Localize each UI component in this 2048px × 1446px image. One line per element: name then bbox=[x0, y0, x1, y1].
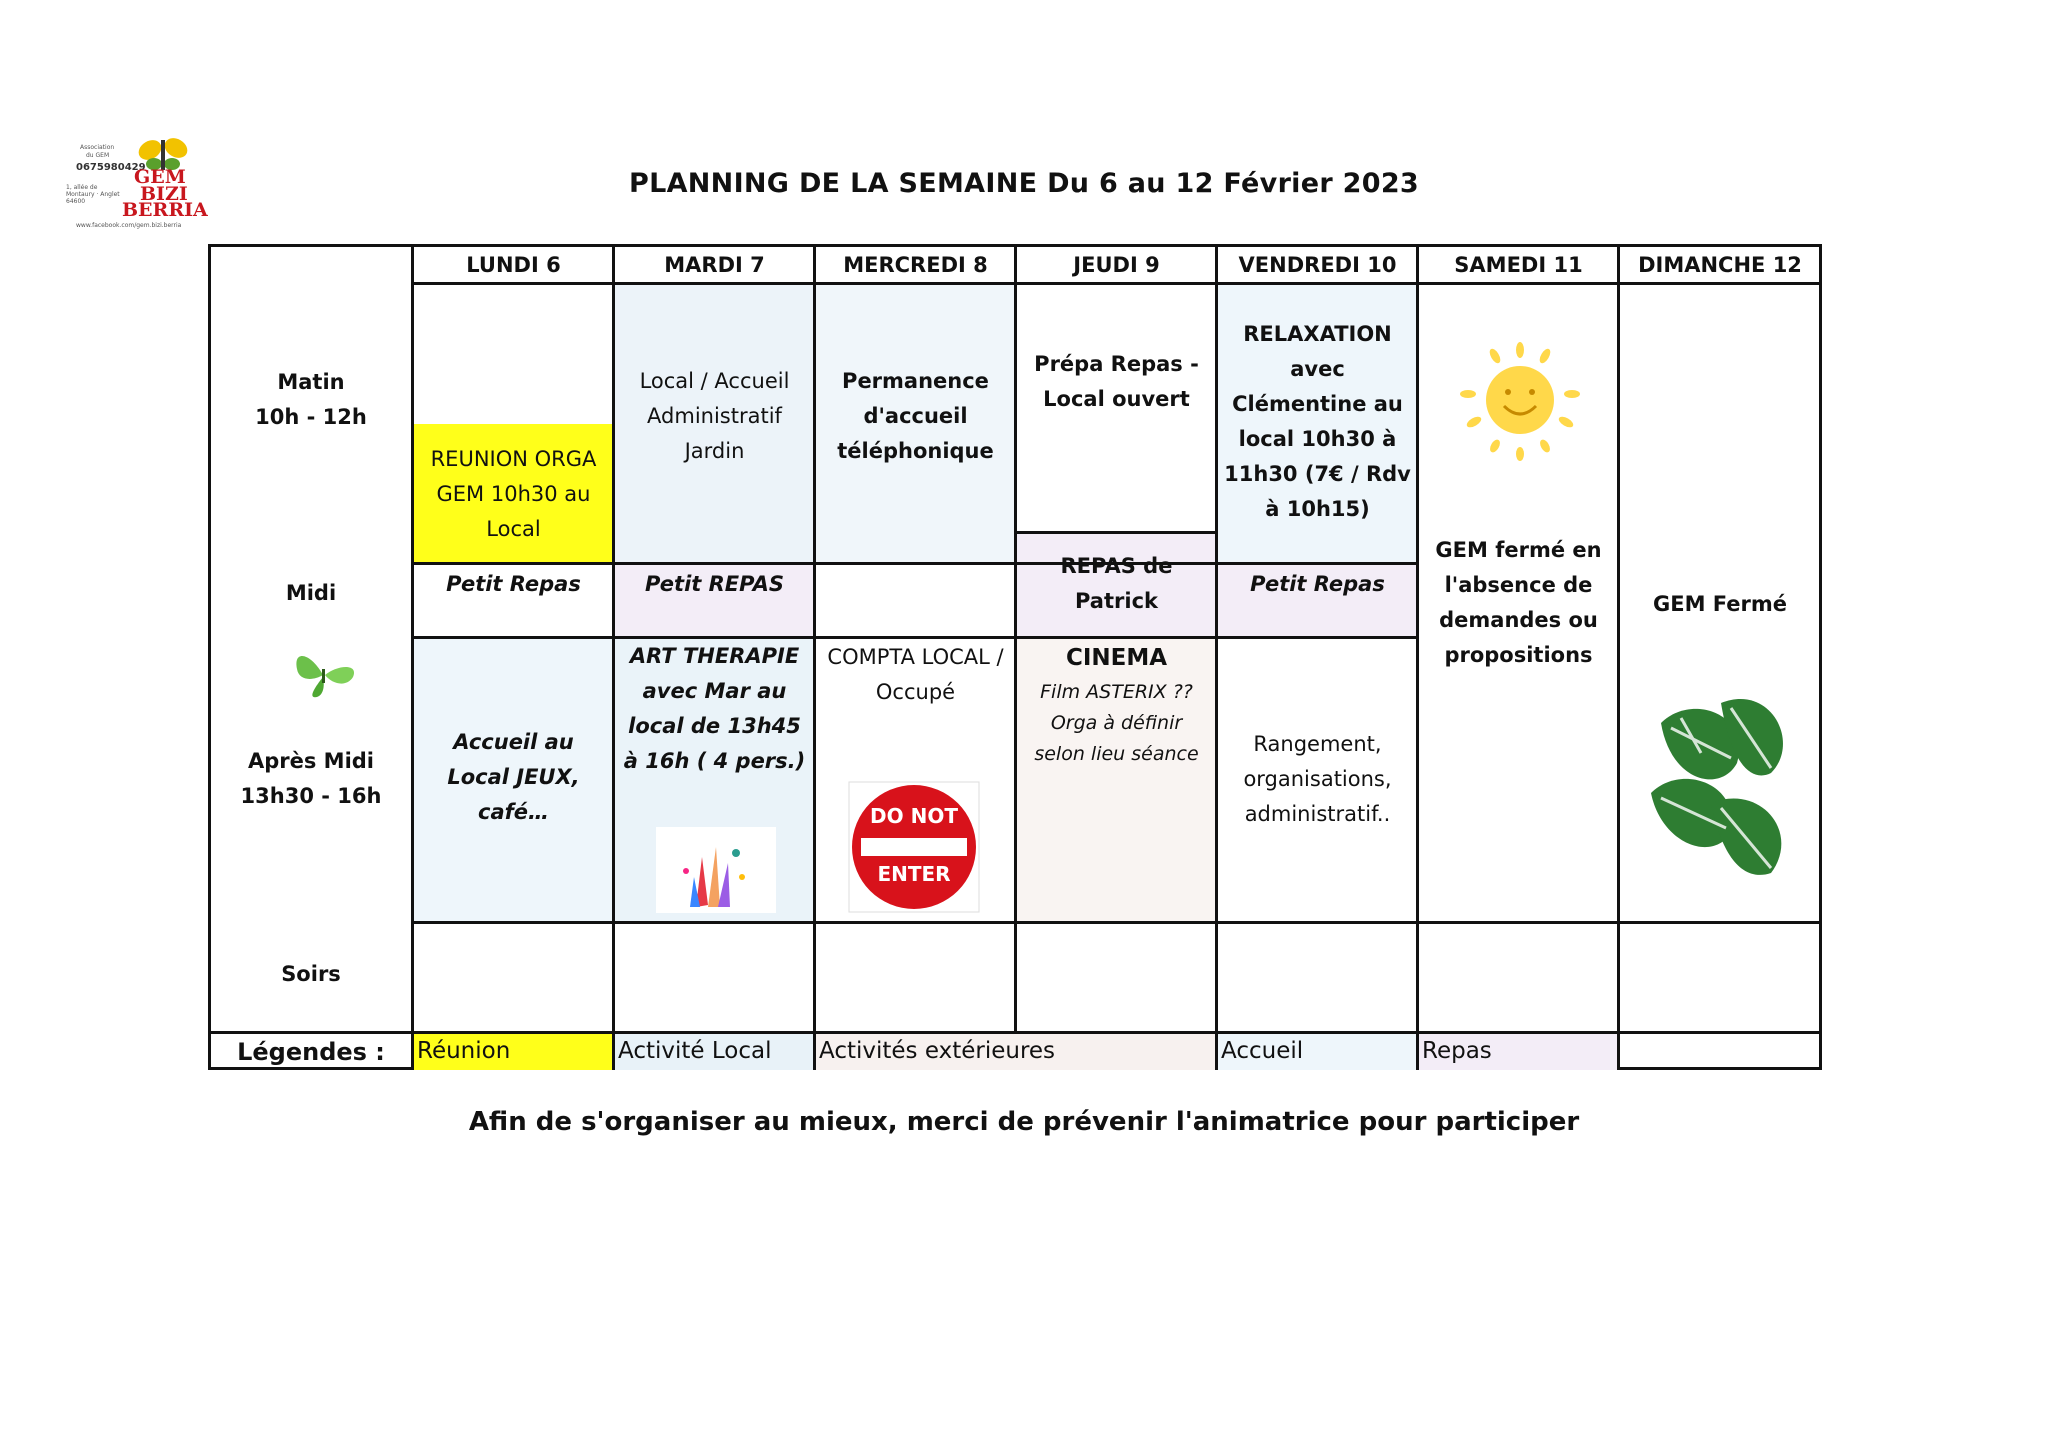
jeudi-apres-body: Film ASTERIX ?? Orga à définir selon lieu séance bbox=[1034, 680, 1199, 765]
lundi-apres: Accueil au Local JEUX, café… bbox=[447, 729, 580, 824]
logo-word-gem: GEM bbox=[134, 166, 186, 188]
jeudi-midi: REPAS de Patrick bbox=[1060, 554, 1173, 613]
vendredi-matin: RELAXATION avec Clémentine au local 10h30 à 11h30 (7€ / Rdv à 10h15) bbox=[1224, 322, 1411, 521]
mercredi-apres: COMPTA LOCAL / Occupé bbox=[827, 645, 1004, 704]
logo-word-berria: BERRIA bbox=[122, 199, 208, 221]
footer-note: Afin de s'organiser au mieux, merci de prévenir l'animatrice pour participer bbox=[468, 1107, 1580, 1137]
mardi-matin: Local / Accueil Administratif Jardin bbox=[639, 368, 790, 463]
sign-line1: DO NOT bbox=[870, 804, 958, 828]
period-matin: Matin bbox=[277, 370, 345, 394]
gem-logo bbox=[66, 134, 206, 230]
period-midi: Midi bbox=[285, 581, 337, 605]
legend-reunion: Réunion bbox=[417, 1038, 511, 1064]
page-title: PLANNING DE LA SEMAINE Du 6 au 12 Février 2023 bbox=[628, 168, 1420, 199]
period-apres-hours: 13h30 - 16h bbox=[240, 784, 382, 808]
header-lundi: LUNDI 6 bbox=[466, 252, 561, 277]
jeudi-matin: Prépa Repas - Local ouvert bbox=[1034, 352, 1199, 411]
mardi-apres-title: ART THERAPIE bbox=[629, 644, 800, 668]
jeudi-apres-title: CINEMA bbox=[1065, 645, 1168, 671]
legend-activite-local: Activité Local bbox=[618, 1038, 772, 1064]
do-not-enter-icon bbox=[847, 780, 981, 914]
logo-word-bizi: BIZI bbox=[140, 183, 188, 205]
header-dimanche: DIMANCHE 12 bbox=[1638, 252, 1802, 277]
header-jeudi: JEUDI 9 bbox=[1073, 252, 1160, 277]
do-not-enter-sign bbox=[847, 780, 981, 914]
lundi-reunion: REUNION ORGA GEM 10h30 au Local bbox=[430, 447, 597, 541]
logo-phone: 0675980429 bbox=[76, 162, 146, 173]
samedi: GEM fermé en l'absence de demandes ou propositions bbox=[1435, 538, 1602, 667]
monstera-plant-icon bbox=[1641, 683, 1801, 883]
sun-icon bbox=[1450, 342, 1590, 462]
header-vendredi: VENDREDI 10 bbox=[1238, 252, 1397, 277]
legend-activites-exterieures: Activités extérieures bbox=[819, 1038, 1056, 1064]
header-mardi: MARDI 7 bbox=[664, 252, 765, 277]
header-samedi: SAMEDI 11 bbox=[1454, 252, 1583, 277]
logo-address: 1, allée de Montaury · Anglet 64600 bbox=[66, 184, 120, 205]
period-apres: Après Midi bbox=[247, 749, 375, 773]
dimanche: GEM Fermé bbox=[1652, 592, 1787, 616]
legend-label: Légendes : bbox=[237, 1037, 385, 1066]
vendredi-midi: Petit Repas bbox=[1250, 572, 1385, 596]
vendredi-apres: Rangement, organisations, administratif.. bbox=[1243, 732, 1392, 826]
butterfly-icon bbox=[289, 647, 361, 703]
header-mercredi: MERCREDI 8 bbox=[843, 252, 988, 277]
paint-splash-icon bbox=[656, 827, 776, 913]
sign-line2: ENTER bbox=[877, 862, 951, 886]
mercredi-matin: Permanence d'accueil téléphonique bbox=[837, 368, 994, 463]
schedule-table bbox=[208, 244, 1822, 1070]
logo-association-sub: du GEM bbox=[86, 152, 110, 159]
period-matin-hours: 10h - 12h bbox=[255, 405, 367, 429]
mardi-midi: Petit REPAS bbox=[644, 572, 784, 596]
logo-web: www.facebook.com/gem.bizi.berria bbox=[76, 222, 182, 229]
legend-repas: Repas bbox=[1422, 1038, 1492, 1064]
period-soirs: Soirs bbox=[281, 962, 341, 986]
legend-accueil: Accueil bbox=[1221, 1038, 1304, 1064]
mardi-apres-body: avec Mar au local de 13h45 à 16h ( 4 pers.) bbox=[623, 679, 806, 773]
lundi-midi: Petit Repas bbox=[446, 572, 581, 596]
logo-association: Association bbox=[80, 144, 115, 151]
